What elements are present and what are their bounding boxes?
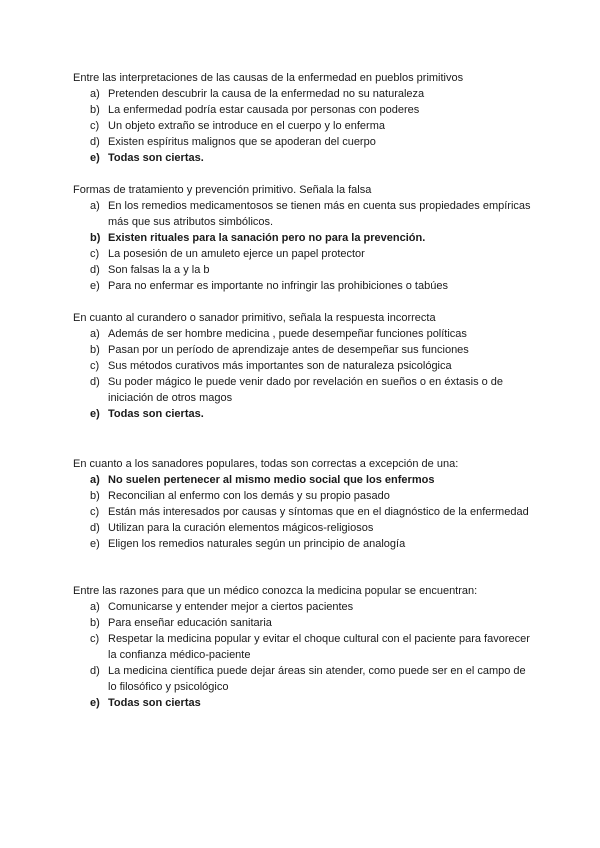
question-3 [73, 310, 533, 422]
option-text: En los remedios medicamentosos se tienen más en cuenta sus propiedades empíricas más que sus atributos simbólicos. [108, 200, 531, 228]
option-a [73, 198, 533, 230]
option-text: Comunicarse y entender mejor a ciertos pacientes [108, 601, 354, 613]
option-text: Todas son ciertas. [108, 152, 204, 164]
option-a-correct [73, 472, 533, 488]
question-text: Entre las razones para que un médico conozca la medicina popular se encuentran: [73, 585, 478, 597]
option-letter: b) [90, 232, 101, 244]
option-letter: d) [90, 376, 100, 388]
option-letter: a) [90, 88, 100, 100]
option-list [73, 599, 533, 711]
option-list [73, 472, 533, 552]
option-c [73, 246, 533, 262]
option-list [73, 326, 533, 422]
option-e-correct [73, 150, 533, 166]
option-c [73, 631, 533, 663]
option-text: La posesión de un amuleto ejerce un papel protector [108, 248, 365, 260]
option-text: Además de ser hombre medicina , puede desempeñar funciones políticas [108, 328, 467, 340]
option-e [73, 278, 533, 294]
option-text: Existen rituales para la sanación pero no para la prevención. [108, 232, 426, 244]
option-text: Pretenden descubrir la causa de la enfermedad no su naturaleza [108, 88, 425, 100]
option-text: Todas son ciertas [108, 697, 201, 709]
option-letter: b) [90, 104, 100, 116]
option-text: Para enseñar educación sanitaria [108, 617, 272, 629]
question-text: En cuanto al curandero o sanador primitivo, señala la respuesta incorrecta [73, 312, 436, 324]
option-text: Para no enfermar es importante no infringir las prohibiciones o tabúes [108, 280, 448, 292]
question-2 [73, 182, 533, 294]
option-text: Utilizan para la curación elementos mágicos-religiosos [108, 522, 374, 534]
option-letter: c) [90, 633, 100, 645]
option-c [73, 504, 533, 520]
option-letter: c) [90, 248, 100, 260]
option-letter: b) [90, 617, 100, 629]
option-e-correct [73, 695, 533, 711]
option-a [73, 86, 533, 102]
question-text: Formas de tratamiento y prevención primitivo. Señala la falsa [73, 184, 372, 196]
option-letter: e) [90, 538, 100, 550]
option-letter: d) [90, 522, 100, 534]
option-text: Pasan por un período de aprendizaje antes de desempeñar sus funciones [108, 344, 469, 356]
option-text: Reconcilian al enfermo con los demás y su propio pasado [108, 490, 390, 502]
option-list [73, 198, 533, 294]
option-e [73, 536, 533, 552]
option-letter: b) [90, 344, 100, 356]
option-text: Son falsas la a y la b [108, 264, 210, 276]
option-b [73, 488, 533, 504]
option-letter: e) [90, 408, 100, 420]
option-text: Existen espíritus malignos que se apoderan del cuerpo [108, 136, 376, 148]
option-text: Su poder mágico le puede venir dado por revelación en sueños o en éxtasis o de iniciación de otros magos [108, 376, 504, 404]
option-letter: a) [90, 474, 100, 486]
option-letter: e) [90, 697, 100, 709]
question-1 [73, 70, 533, 166]
option-letter: c) [90, 506, 100, 518]
option-letter: e) [90, 152, 100, 164]
option-b [73, 615, 533, 631]
option-letter: a) [90, 328, 100, 340]
option-letter: e) [90, 280, 100, 292]
question-text: Entre las interpretaciones de las causas de la enfermedad en pueblos primitivos [73, 72, 464, 84]
option-c [73, 118, 533, 134]
option-b [73, 342, 533, 358]
option-text: Todas son ciertas. [108, 408, 204, 420]
option-list [73, 86, 533, 166]
option-d [73, 134, 533, 150]
option-text: Respetar la medicina popular y evitar el choque cultural con el paciente para favorecer la confianza médico-paciente [108, 633, 530, 661]
option-letter: d) [90, 264, 100, 276]
option-d [73, 663, 533, 695]
option-text: Están más interesados por causas y síntomas que en el diagnóstico de la enfermedad [108, 506, 529, 518]
option-text: Eligen los remedios naturales según un principio de analogía [108, 538, 406, 550]
option-text: La enfermedad podría estar causada por personas con poderes [108, 104, 420, 116]
question-5 [73, 583, 533, 711]
option-d [73, 262, 533, 278]
option-text: La medicina científica puede dejar áreas sin atender, como puede ser en el campo de lo filosófico y psicológico [108, 665, 526, 693]
option-letter: a) [90, 200, 100, 212]
question-text: En cuanto a los sanadores populares, todas son correctas a excepción de una: [73, 458, 459, 470]
question-4 [73, 456, 533, 552]
option-d [73, 520, 533, 536]
option-letter: d) [90, 665, 100, 677]
option-letter: c) [90, 120, 100, 132]
option-text: Sus métodos curativos más importantes son de naturaleza psicológica [108, 360, 452, 372]
option-letter: a) [90, 601, 100, 613]
option-letter: d) [90, 136, 100, 148]
option-text: Un objeto extraño se introduce en el cuerpo y lo enferma [108, 120, 385, 132]
option-b [73, 102, 533, 118]
option-letter: b) [90, 490, 100, 502]
option-text: No suelen pertenecer al mismo medio social que los enfermos [108, 474, 435, 486]
option-a [73, 599, 533, 615]
option-b-correct [73, 230, 533, 246]
option-letter: c) [90, 360, 100, 372]
option-a [73, 326, 533, 342]
option-d [73, 374, 533, 406]
option-e-correct [73, 406, 533, 422]
option-c [73, 358, 533, 374]
